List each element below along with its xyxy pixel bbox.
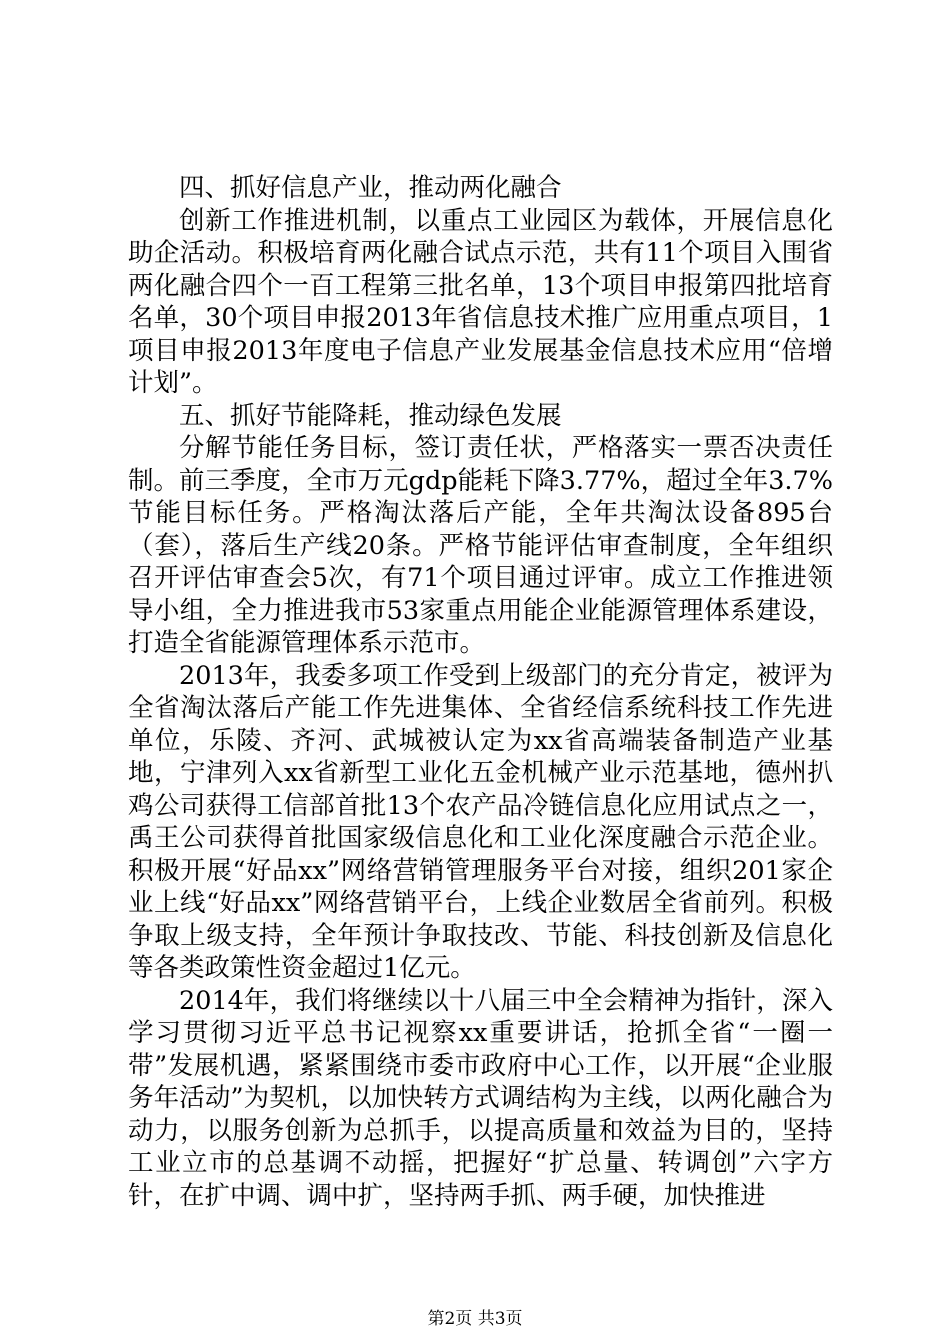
page-number-footer: 第2页 共3页 [427,1309,523,1329]
section-heading-5: 五、抓好节能降耗，推动绿色发展 [179,400,562,431]
section-heading-4: 四、抓好信息产业，推动两化融合 [179,173,562,203]
paragraph-2014-plan: 2014年，我们将继续以十八届三中全会精神为指针，深入学习贯彻习近平总书记视察xx重要讲话，抢抓全省“一圈一带”发展机遇，紧紧围绕市委市政府中心工作，以开展“企业服务年活动”为契机，以加快转方式调结构为主线，以两化融合为动力，以服务创新为总抓手，以提高质量和效益为目的，坚持工业立市的总基调不动摇，把握好“扩总量、转调创”六字方针，在扩中调、调中扩，坚持两手抓、两手硬，加快推进 [128,985,833,1211]
document-body [128,172,833,1212]
paragraph-energy-saving: 分解节能任务目标，签订责任状，严格落实一票否决责任制。前三季度，全市万元gdp能耗下降3.77%，超过全年3.7%节能目标任务。严格淘汰落后产能，全年共淘汰设备895台（套），落后生产线20条。严格节能评估审查制度，全年组织召开评估审查会5次，有71个项目通过评审。成立工作推进领导小组，全力推进我市53家重点用能企业能源管理体系建设，打造全省能源管理体系示范市。 [128,433,833,658]
paragraph-2013-achievements: 2013年，我委多项工作受到上级部门的充分肯定，被评为全省淘汰落后产能工作先进集体、全省经信系统科技工作先进单位，乐陵、齐河、武城被认定为xx省高端装备制造产业基地，宁津列入xx省新型工业化五金机械产业示范基地，德州扒鸡公司获得工信部首批13个农产品冷链信息化应用试点之一，禹王公司获得首批国家级信息化和工业化深度融合示范企业。积极开展“好品xx”网络营销管理服务平台对接，组织201家企业上线“好品xx”网络营销平台，上线企业数居全省前列。积极争取上级支持，全年预计争取技改、节能、科技创新及信息化等各类政策性资金超过1亿元。 [128,660,833,983]
paragraph-info-industry: 创新工作推进机制，以重点工业园区为载体，开展信息化助企活动。积极培育两化融合试点示范，共有11个项目入围省两化融合四个一百工程第三批名单，13个项目申报第四批培育名单，30个项目申报2013年省信息技术推广应用重点项目，1项目申报2013年度电子信息产业发展基金信息技术应用“倍增计划”。 [128,205,833,398]
